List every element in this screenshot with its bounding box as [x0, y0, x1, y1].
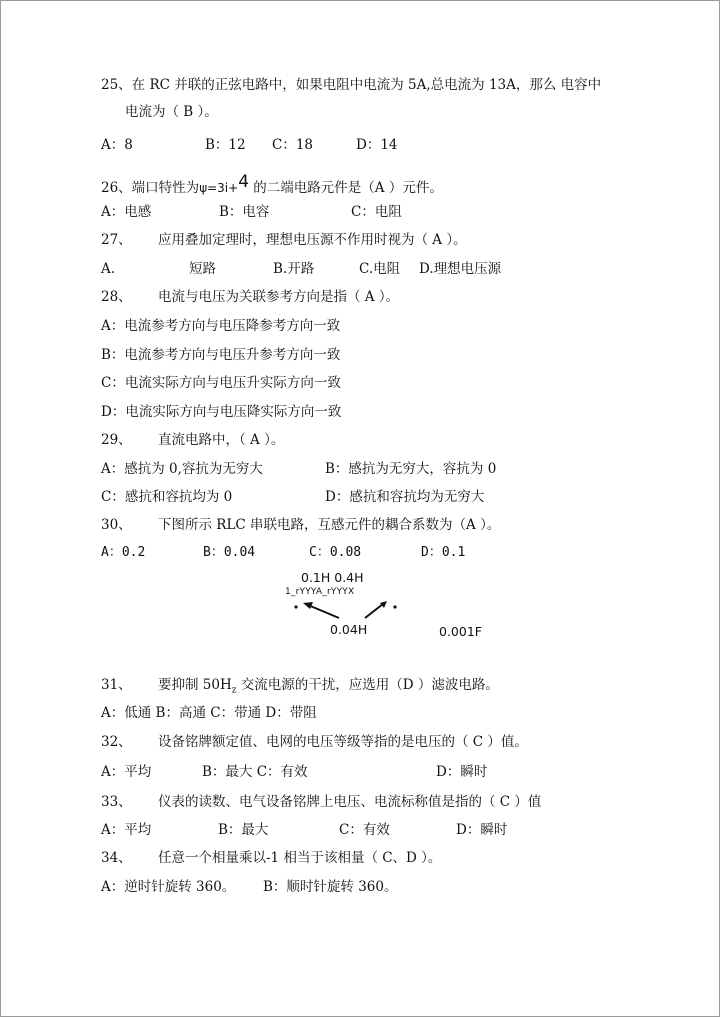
q33-text: 仪表的读数、电气设备铭牌上电压、电流标称值是指的（ C ）值 [158, 794, 542, 810]
q26-formula-exponent: 4 [238, 172, 250, 192]
q30-option-d: D：0.1 [421, 545, 466, 560]
q32-number: 32、 [101, 734, 132, 750]
q33-option-d: D：瞬时 [456, 822, 508, 838]
q34-option-a: A：逆时针旋转 360。 [101, 879, 236, 895]
q25-option-d: D：14 [356, 137, 398, 153]
q28-text: 电流与电压为关联参考方向是指（ A ）。 [158, 289, 400, 305]
q27-option-a-text: 短路 [189, 261, 216, 277]
q26-formula [199, 172, 250, 195]
q30-arrow-right-line [365, 604, 383, 618]
q28-option-d: D：电流实际方向与电压降实际方向一致 [101, 404, 342, 420]
q25-text-line2: 电流为（ B ）。 [125, 104, 218, 120]
q30-arrow-left-head [303, 602, 313, 609]
q32-option-b-c: B：最大 C：有效 [202, 764, 308, 780]
q29-text: 直流电路中，（ A ）。 [158, 432, 285, 448]
q27-option-c: C.电阻 [359, 261, 401, 277]
q30-arrow-left-line [308, 605, 339, 618]
q32-option-a: A：平均 [101, 764, 152, 780]
q29-option-b: B：感抗为无穷大，容抗为 0 [325, 461, 497, 477]
q30-mutual-inductance-label: 0.04H [330, 622, 368, 637]
q28-option-c: C：电流实际方向与电压升实际方向一致 [101, 375, 341, 391]
q30-option-b: B：0.04 [203, 545, 256, 560]
q25-option-b: B：12 [205, 137, 246, 153]
q25-text-line1: 25、在 RC 并联的正弦电路中，如果电阻中电流为 5A,总电流为 13A，那么 电容中 [101, 77, 602, 93]
q34-number: 34、 [101, 850, 132, 866]
q29-number: 29、 [101, 432, 132, 448]
q32-option-d: D：瞬时 [436, 764, 488, 780]
q29-option-c: C：感抗和容抗均为 0 [101, 489, 233, 505]
q31-text-subscript: z [231, 685, 237, 696]
q29-option-d: D：感抗和容抗均为无穷大 [325, 489, 485, 505]
q34-text: 任意一个相量乘以-1 相当于该相量（ C、D ）。 [158, 850, 442, 866]
q25-option-a: A：8 [101, 137, 133, 153]
q31-text-post: 交流电源的干扰，应选用（D ）滤波电路。 [236, 677, 499, 693]
q27-option-d: D.理想电压源 [419, 261, 502, 277]
q33-option-a: A：平均 [101, 822, 152, 838]
q31-number: 31、 [101, 677, 132, 693]
q26-option-a: A：电感 [101, 204, 152, 220]
q34-option-b: B：顺时针旋转 360。 [263, 879, 398, 895]
q29-option-a: A：感抗为 0,容抗为无穷大 [101, 461, 263, 477]
q30-number: 30、 [101, 517, 132, 533]
q27-number: 27、 [101, 232, 132, 248]
q26-text [101, 173, 443, 197]
q27-option-a: A. [101, 261, 116, 277]
q27-option-b: B.开路 [273, 261, 315, 277]
q27-text: 应用叠加定理时，理想电压源不作用时视为（ A ）。 [158, 232, 467, 248]
q30-inductance-label: 0.1H 0.4H [301, 570, 364, 585]
q30-option-c: C：0.08 [309, 545, 362, 560]
q30-dot-left [294, 605, 297, 608]
q30-dot-right [393, 605, 396, 608]
q33-option-c: C：有效 [339, 822, 390, 838]
q28-option-b: B：电流参考方向与电压升参考方向一致 [101, 347, 341, 363]
q28-option-a: A：电流参考方向与电压降参考方向一致 [101, 318, 341, 334]
q26-text-post: 的二端电路元件是（A ）元件。 [249, 180, 443, 196]
q33-option-b: B：最大 [218, 822, 269, 838]
q26-option-c: C：电阻 [351, 204, 402, 220]
q26-text-pre: 26、端口特性为 [101, 180, 200, 196]
q33-number: 33、 [101, 794, 132, 810]
q31-options: A：低通 B：高通 C：带通 D：带阻 [101, 705, 317, 721]
q25-option-c: C：18 [272, 137, 314, 153]
q30-capacitor-label: 0.001F [439, 624, 482, 639]
q26-formula-base: ψ=3i+ [199, 181, 239, 195]
q30-option-a: A：0.2 [101, 545, 146, 560]
q31-text-pre: 要抑制 50H [158, 677, 232, 693]
q30-text: 下图所示 RLC 串联电路，互感元件的耦合系数为（A ）。 [158, 517, 501, 533]
q26-option-b: B：电容 [219, 204, 270, 220]
q31-text [158, 676, 499, 700]
q30-circuit-figure [281, 566, 501, 646]
q28-number: 28、 [101, 289, 132, 305]
q32-text: 设备铭牌额定值、电网的电压等级等指的是电压的（ C ）值。 [158, 734, 528, 750]
q30-coil-symbols: 1_rYYYA_rYYYX [285, 587, 355, 597]
